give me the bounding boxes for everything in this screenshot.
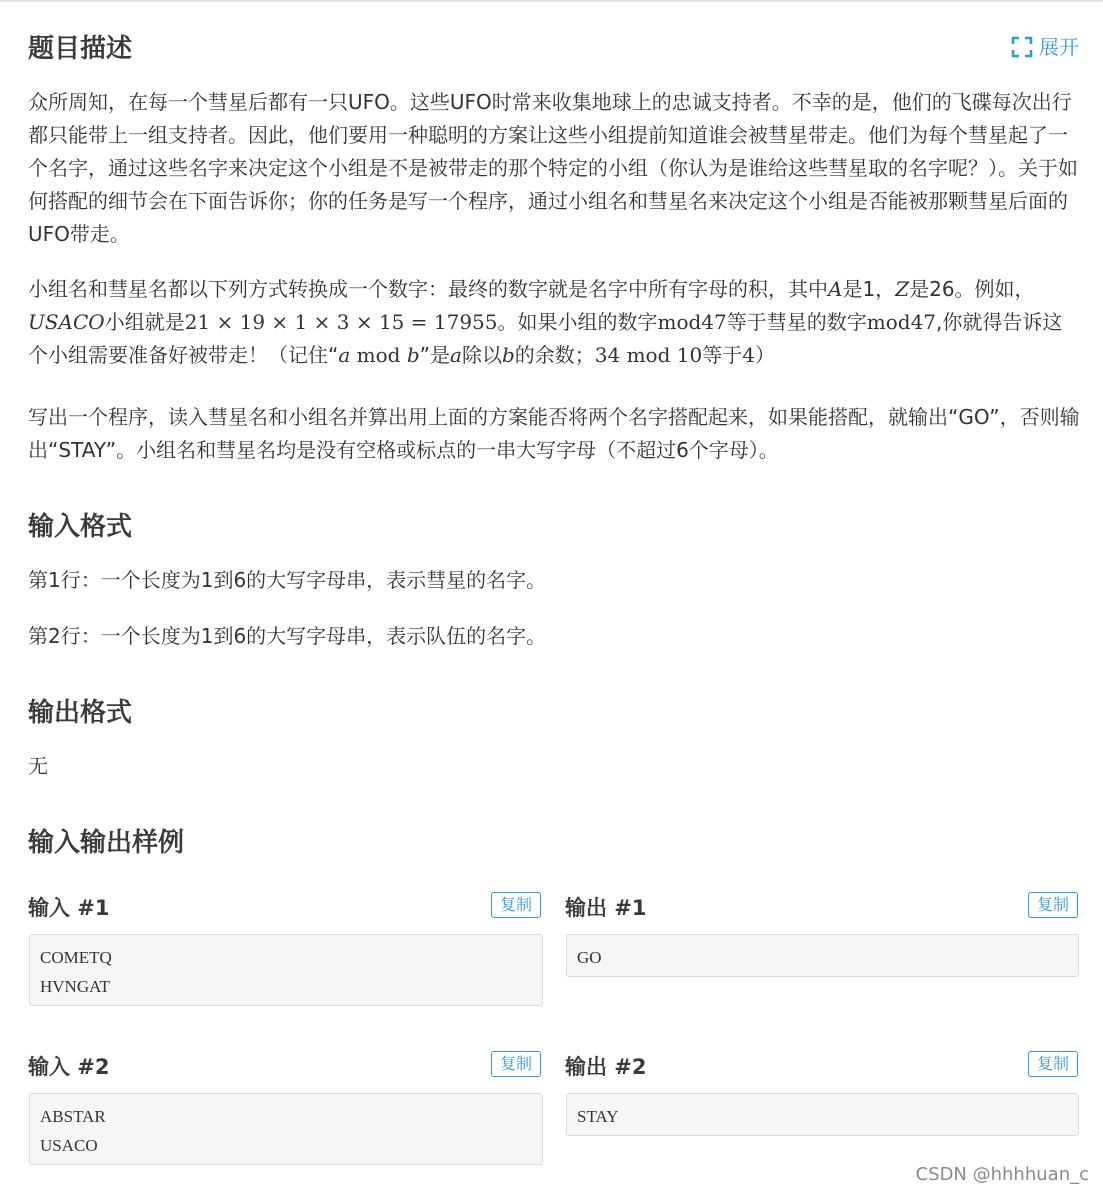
input-format-line-1: 第1行：一个长度为1到6的大写字母串，表示彗星的名字。 [28,568,547,592]
input-2-code[interactable] [29,1093,543,1165]
code-line: ABSTAR [40,1107,106,1126]
copy-output-1-button[interactable]: 复制 [1028,892,1078,918]
input-2-label: 输入 #2 [28,1055,110,1079]
description-title: 题目描述 [28,34,133,64]
expand-button[interactable] [1011,32,1079,62]
output-1-code[interactable] [566,934,1079,977]
csdn-watermark: CSDN @hhhhuan_c [915,1164,1089,1185]
code-line: COMETQ [40,948,112,967]
expand-icon [1011,36,1033,58]
description-paragraph-2: 小组名和彗星名都以下列方式转换成一个数字：最终的数字就是名字中所有字母的积，其中A是1，Z是26。例如，USACO小组就是21 × 19 × 1 × 3 × 15 = 17955。如果小组的数字mod47等于彗星的数字mod47,你就得告诉这个小组需要准备好被带走！（记住“a mod b”是a除以b的余数；34 mod 10等于4） [28,277,1063,367]
code-line: GO [577,948,602,967]
code-line: STAY [577,1107,619,1126]
input-1-label: 输入 #1 [28,896,110,920]
copy-input-1-button[interactable]: 复制 [491,892,541,918]
samples-title: 输入输出样例 [28,828,185,858]
expand-label: 展开 [1039,35,1079,59]
output-format-text: 无 [28,754,48,778]
code-line: USACO [40,1136,98,1155]
input-format-line-2: 第2行：一个长度为1到6的大写字母串，表示队伍的名字。 [28,624,547,648]
output-1-label: 输出 #1 [565,896,647,920]
code-line: HVNGAT [40,977,110,996]
output-format-title: 输出格式 [28,698,133,728]
output-2-code[interactable] [566,1093,1079,1136]
copy-input-2-button[interactable]: 复制 [491,1051,541,1077]
input-format-title: 输入格式 [28,512,133,542]
top-border [0,0,1103,2]
description-paragraph-3: 写出一个程序，读入彗星名和小组名并算出用上面的方案能否将两个名字搭配起来，如果能搭配，就输出“GO”，否则输出“STAY”。小组名和彗星名均是没有空格或标点的一串大写字母（不超过6个字母）。 [28,405,1080,462]
output-2-label: 输出 #2 [565,1055,647,1079]
input-1-code[interactable] [29,934,543,1006]
description-paragraph-1: 众所周知，在每一个彗星后都有一只UFO。这些UFO时常来收集地球上的忠诚支持者。不幸的是，他们的飞碟每次出行都只能带上一组支持者。因此，他们要用一种聪明的方案让这些小组提前知道谁会被彗星带走。他们为每个彗星起了一个名字，通过这些名字来决定这个小组是不是被带走的那个特定的小组（你认为是谁给这些彗星取的名字呢？）。关于如何搭配的细节会在下面告诉你；你的任务是写一个程序，通过小组名和彗星名来决定这个小组是否能被那颗彗星后面的UFO带走。 [28,90,1078,246]
copy-output-2-button[interactable]: 复制 [1028,1051,1078,1077]
